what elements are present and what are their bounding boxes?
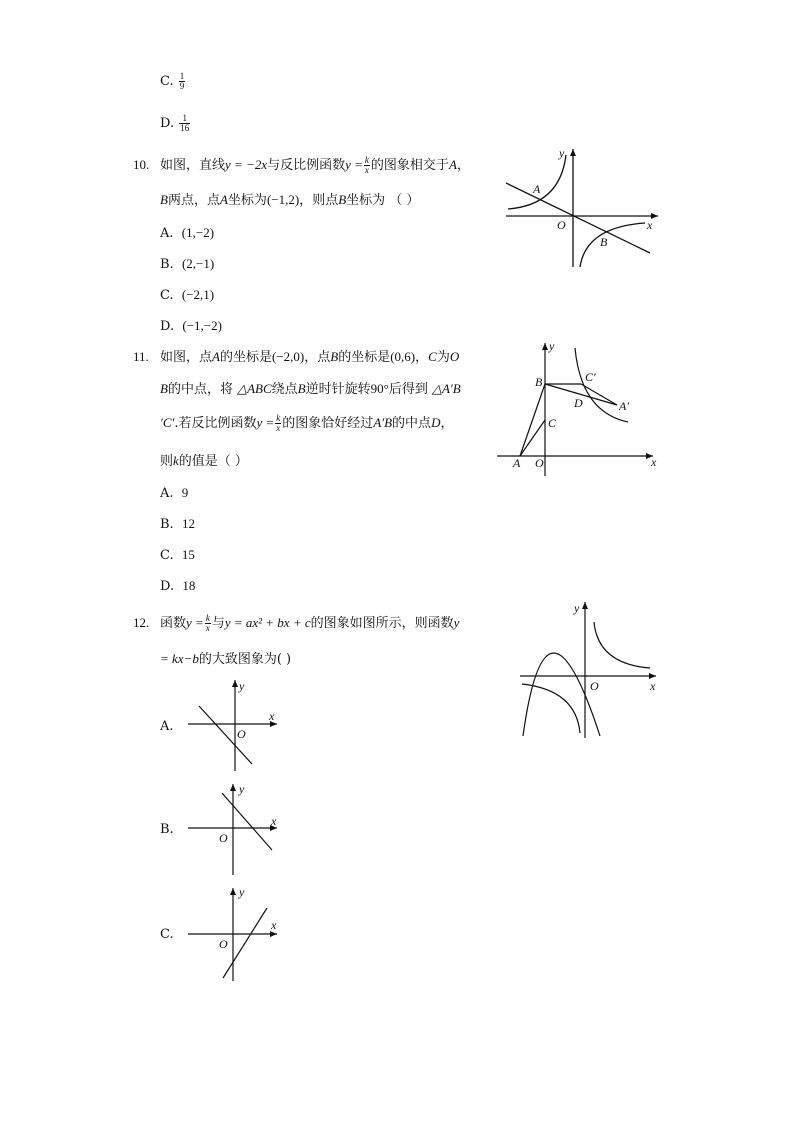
segment-c2a2 (581, 384, 617, 405)
q11-figure (495, 340, 665, 478)
hyperbola-branch-right (594, 622, 650, 668)
q9-option-c: C. $\frac{1}{9}$ (160, 71, 185, 91)
fraction: $\frac{k}{x}$ (364, 155, 369, 175)
q12-option-b-graph (185, 780, 285, 878)
line-y-neg2x (506, 183, 650, 253)
fraction: $\frac{1}{9}$ (179, 71, 185, 91)
label-y: y (549, 339, 555, 353)
label-y: y (239, 679, 245, 693)
label-y: y (239, 885, 245, 899)
line (223, 908, 267, 978)
q12-text-line2: = kx−b的大致图象为( ) (160, 651, 292, 667)
q11-option-c: C. 15 (160, 547, 195, 563)
fraction: $\frac{k}{x}$ (276, 413, 281, 433)
q11-text-line2: B的中点，将 △ABC绕点B逆时针旋转90°后得到 △A′B (160, 381, 461, 397)
label-x: x (271, 814, 277, 828)
q10-option-b: B. (2,−1) (160, 256, 215, 272)
label-a-prime: A′ (619, 399, 629, 413)
label-c-prime: C′ (585, 370, 596, 384)
label-y: y (574, 601, 580, 615)
segment-ab (520, 384, 545, 456)
label-origin: O (219, 937, 228, 951)
q11-option-b: B. 12 (160, 516, 195, 532)
label-x: x (269, 709, 275, 723)
label-x: x (651, 455, 657, 469)
q10-number: 10. (133, 157, 150, 172)
q11-text-line1: 如图，点A的坐标是(−2,0)，点B的坐标是(0,6)，C为O (160, 349, 460, 365)
label-y: y (239, 782, 245, 796)
fraction: $\frac{1}{16}$ (180, 113, 190, 133)
label-b: B (535, 375, 543, 389)
q12-text-line1: 函数y = $\frac{k}{x}$ 与y = ax² + bx + c的图象如图所示，则函数y (160, 613, 460, 633)
label-a: A (533, 182, 541, 196)
label-origin: O (237, 727, 246, 741)
label-origin: O (590, 679, 599, 693)
label-origin: O (219, 831, 228, 845)
label-x: x (650, 679, 656, 693)
q11-text-line4: 则k的值是（ ） (160, 453, 248, 469)
line (222, 793, 272, 850)
q9-option-d: D. $\frac{1}{16}$ (160, 113, 190, 133)
q11-number: 11. (133, 349, 149, 364)
q10-option-a: A. (1,−2) (160, 225, 215, 241)
q10-text-line2: B两点，点A坐标为(−1,2)，则点B坐标为 （ ） (160, 192, 420, 208)
q12-figure (518, 598, 666, 740)
label-c: C (548, 416, 557, 430)
q10-option-c: C. (−2,1) (160, 287, 215, 303)
parabola (523, 653, 600, 736)
q11-option-d: D. 18 (160, 578, 196, 594)
label-origin: O (535, 456, 544, 470)
q11-text-line3: ′C′.若反比例函数y = $\frac{k}{x}$ 的图象恰好经过A′B的中点D， (160, 413, 454, 433)
label-x: x (647, 218, 653, 232)
q10-text-line1: 如图，直线y = −2x与反比例函数y = $\frac{k}{x}$ 的图象相交于A， (160, 155, 470, 175)
q11-option-a: A. 9 (160, 485, 189, 501)
label-a: A (513, 456, 521, 470)
q12-option-c-label: C. (160, 927, 174, 942)
q10-option-d: D. (−1,−2) (160, 318, 222, 334)
q12-number: 12. (133, 615, 150, 630)
label-origin: O (557, 218, 566, 232)
q10-figure (500, 145, 665, 270)
q12-option-c-graph (185, 884, 285, 984)
q12-option-a-label: A. (160, 719, 174, 734)
q12-option-b-label: B. (160, 822, 174, 837)
fraction: $\frac{k}{x}$ (205, 613, 210, 633)
label-b: B (600, 235, 608, 249)
label-y: y (559, 146, 565, 160)
label-x: x (271, 918, 277, 932)
segment-ac (520, 420, 545, 456)
label-d: D (574, 396, 583, 410)
q12-option-a-graph (185, 676, 285, 774)
hyperbola-branch-right (580, 223, 645, 267)
